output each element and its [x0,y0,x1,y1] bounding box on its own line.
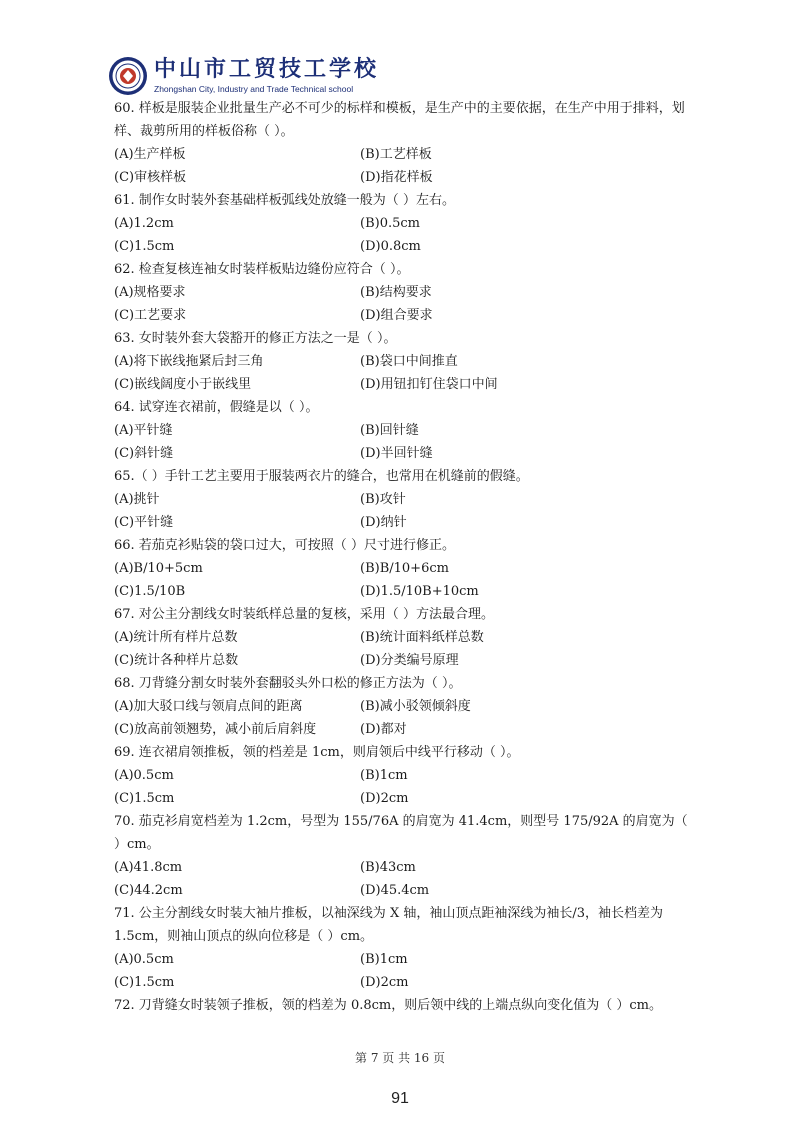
answer-option: (D)分类编号原理 [360,653,459,668]
question-item [114,189,694,258]
question-text: 71. 公主分割线女时装大袖片推板，以袖深线为 X 轴，袖山顶点距袖深线为袖长/3，袖长档差为 1.5cm，则袖山顶点的纵向位移是（ ）cm。 [114,906,663,944]
answer-options [114,557,694,603]
answer-options [114,419,694,465]
answer-options [114,488,694,534]
answer-option: (D)指花样板 [360,170,433,185]
question-text: 64. 试穿连衣裙前，假缝是以（ ）。 [114,400,319,415]
answer-option: (C)1.5cm [114,791,175,806]
question-text: 65.（ ）手针工艺主要用于服装两衣片的缝合，也常用在机缝前的假缝。 [114,469,529,484]
answer-option: (D)1.5/10B+10cm [360,584,479,599]
answer-options [114,143,694,189]
answer-option: (D)用钮扣钉住袋口中间 [360,377,498,392]
answer-option: (B)回针缝 [360,423,419,438]
answer-option: (A)加大驳口线与领肩点间的距离 [114,699,303,714]
answer-option: (D)0.8cm [360,239,421,254]
question-item [114,396,694,465]
answer-option: (A)统计所有样片总数 [114,630,238,645]
answer-option: (A)生产样板 [114,147,186,162]
answer-option: (A)将下嵌线拖紧后封三角 [114,354,264,369]
answer-options [114,626,694,672]
answer-option: (C)统计各种样片总数 [114,653,239,668]
page-number: 91 [391,1090,409,1107]
school-name-cn: 中山市工贸技工学校 [154,57,380,82]
question-text: 60. 样板是服装企业批量生产必不可少的标样和模板，是生产中的主要依据，在生产中用于排料，划样、裁剪所用的样板俗称（ ）。 [114,101,685,139]
question-item [114,741,694,810]
answer-options [114,948,694,994]
question-item [114,534,694,603]
question-text: 62. 检查复核连袖女时装样板贴边缝份应符合（ ）。 [114,262,410,277]
question-item [114,258,694,327]
answer-option: (C)工艺要求 [114,308,187,323]
answer-option: (B)43cm [360,860,416,875]
answer-option: (B)减小驳领倾斜度 [360,699,471,714]
answer-option: (C)嵌线阔度小于嵌线里 [114,377,252,392]
answer-option: (B)1cm [360,952,408,967]
question-text: 69. 连衣裙肩领推板，领的档差是 1cm，则肩领后中线平行移动（ ）。 [114,745,520,760]
answer-option: (A)B/10+5cm [114,561,203,576]
page-info: 第 7 页 共 16 页 [355,1051,445,1065]
question-text: 63. 女时装外套大袋豁开的修正方法之一是（ ）。 [114,331,397,346]
answer-option: (C)审核样板 [114,170,187,185]
question-text: 72. 刀背缝女时装领子推板，领的档差为 0.8cm，则后领中线的上端点纵向变化值为（ ）cm。 [114,998,662,1013]
answer-option: (B)B/10+6cm [360,561,449,576]
question-text: 66. 若茄克衫贴袋的袋口过大，可按照（ ）尺寸进行修正。 [114,538,455,553]
answer-option: (B)结构要求 [360,285,432,300]
answer-options [114,695,694,741]
answer-option: (A)0.5cm [114,768,174,783]
answer-option: (C)斜针缝 [114,446,174,461]
question-item [114,994,694,1017]
answer-option: (B)1cm [360,768,408,783]
answer-option: (A)0.5cm [114,952,174,967]
answer-option: (B)统计面料纸样总数 [360,630,484,645]
answer-option: (C)放高前领翘势，减小前后肩斜度 [114,722,317,737]
answer-option: (C)44.2cm [114,883,183,898]
answer-option: (B)袋口中间推直 [360,354,458,369]
answer-option: (C)1.5cm [114,239,175,254]
answer-options [114,350,694,396]
answer-option: (B)攻针 [360,492,406,507]
question-text: 70. 茄克衫肩宽档差为 1.2cm，号型为 155/76A 的肩宽为 41.4cm，则型号 175/92A 的肩宽为（ ）cm。 [114,814,688,852]
question-item [114,902,694,994]
answer-options [114,212,694,258]
school-name-en: Zhongshan City, Industry and Trade Technical school [154,84,354,94]
answer-option: (C)1.5cm [114,975,175,990]
answer-option: (C)平针缝 [114,515,174,530]
question-item [114,327,694,396]
school-emblem-icon [108,56,148,96]
answer-option: (A)41.8cm [114,860,183,875]
question-item [114,672,694,741]
question-item [114,465,694,534]
answer-option: (D)都对 [360,722,407,737]
answer-option: (D)2cm [360,975,409,990]
answer-option: (D)2cm [360,791,409,806]
question-text: 67. 对公主分割线女时装纸样总量的复核，采用（ ）方法最合理。 [114,607,494,622]
answer-options [114,764,694,810]
answer-option: (D)半回针缝 [360,446,433,461]
answer-option: (B)0.5cm [360,216,420,231]
question-item [114,97,694,189]
answer-options [114,856,694,902]
school-header [108,52,379,100]
question-list [114,97,694,1017]
answer-option: (A)挑针 [114,492,160,507]
answer-option: (D)组合要求 [360,308,433,323]
question-item [114,603,694,672]
answer-option: (B)工艺样板 [360,147,432,162]
answer-option: (D)纳针 [360,515,407,530]
question-item [114,810,694,902]
question-text: 68. 刀背缝分割女时装外套翻驳头外口松的修正方法为（ ）。 [114,676,462,691]
answer-option: (A)规格要求 [114,285,186,300]
answer-option: (D)45.4cm [360,883,430,898]
question-text: 61. 制作女时装外套基础样板弧线处放缝一般为（ ）左右。 [114,193,455,208]
answer-option: (C)1.5/10B [114,584,186,599]
answer-option: (A)1.2cm [114,216,174,231]
answer-option: (A)平针缝 [114,423,173,438]
answer-options [114,281,694,327]
